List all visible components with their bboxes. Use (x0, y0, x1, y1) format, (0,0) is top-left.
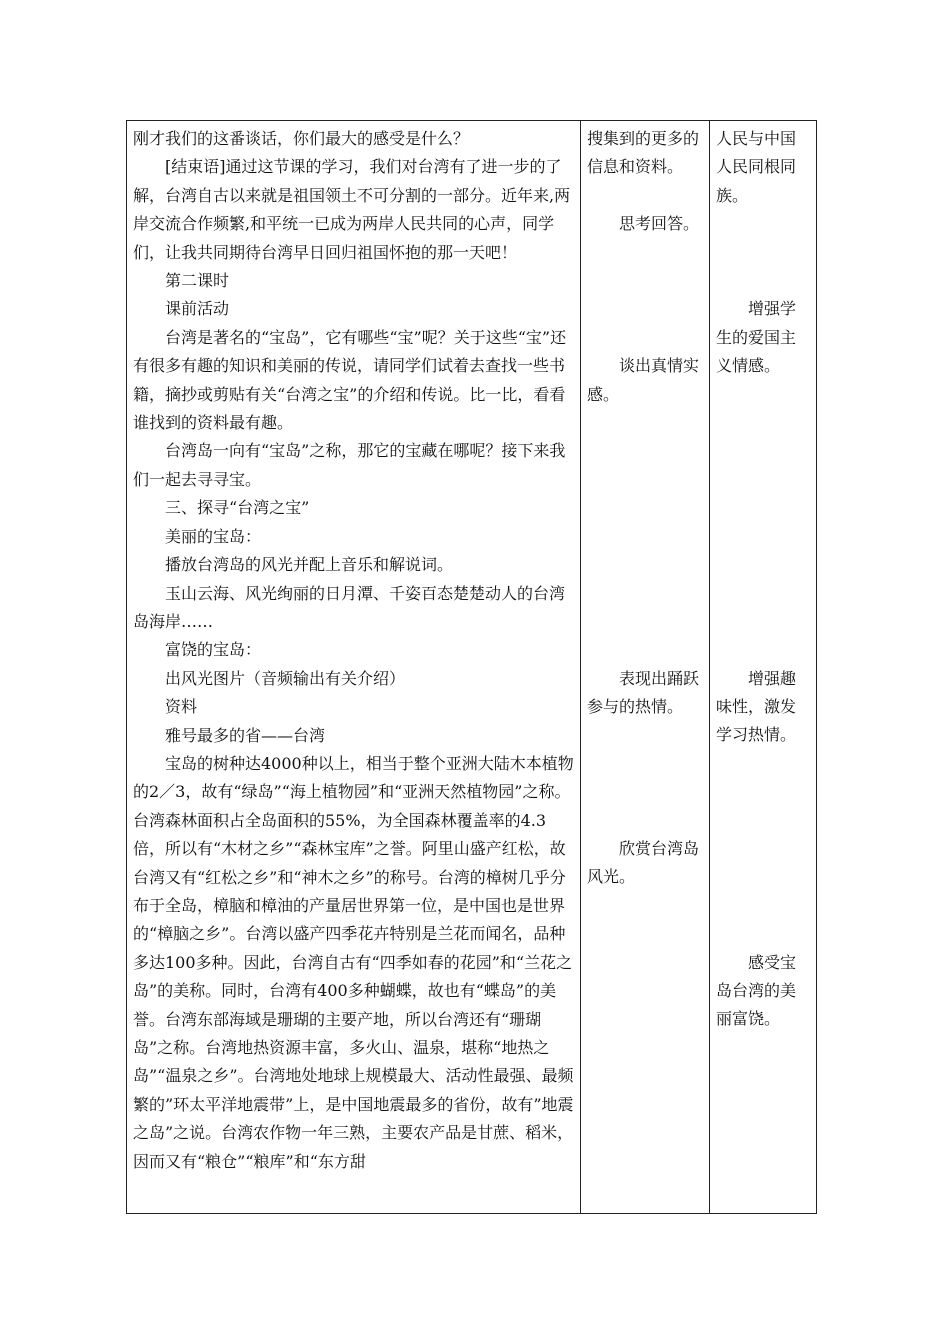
paragraph: 课前活动 (165, 299, 230, 319)
paragraph: 宝岛的树种达4000种以上，相当于整个亚洲大陆木本植物的2／3，故有“绿岛”“海上植物园”和“亚洲天然植物园”之称。台湾森林面积占全岛面积的55%，为全国森林覆盖率的4.3倍，所以有“木材之乡”“森林宝库”之誉。阿里山盛产红松，故台湾又有“红松之乡”和“神木之乡”的称号。台湾的樟树几乎分布于全岛，樟脑和樟油的产量居世界第一位，是中国也是世界的“樟脑之乡”。台湾以盛产四季花卉特别是兰花而闻名，品种多达100多种。因此，台湾自古有“四季如春的花园”和“兰花之岛”的美称。同时，台湾有400多种蝴蝶，故也有“蝶岛”的美誉。台湾东部海域是珊瑚的主要产地，所以台湾还有“珊瑚岛”之称。台湾地热资源丰富，多火山、温泉，堪称“地热之岛”“温泉之乡”。台湾地处地球上规模最大、活动性最强、最频繁的”环太平洋地震带”上，是中国地震最多的省份，故有”地震之岛”之说。台湾农作物一年三熟，主要农产品是甘蔗、稻米，因而又有“粮仓”“粮库”和“东方甜 (133, 753, 574, 1171)
paragraph: 台湾岛一向有“宝岛”之称，那它的宝藏在哪呢？接下来我们一起去寻寻宝。 (133, 441, 566, 489)
paragraph: 资料 (165, 697, 198, 717)
design-intent-text: 感受宝岛台湾的美丽富饶。 (716, 952, 797, 1029)
paragraph: 美丽的宝岛： (165, 526, 262, 546)
design-intent-text: 增强趣味性，激发学习热情。 (716, 668, 797, 745)
student-activity-cell (581, 121, 710, 1214)
teaching-process-cell (127, 121, 581, 1214)
design-intent-cell (710, 121, 817, 1214)
design-intent-text: 增强学生的爱国主义情感。 (716, 299, 797, 376)
paragraph: 第二课时 (165, 271, 230, 291)
student-activity-text: 欣赏台湾岛风光。 (587, 839, 700, 887)
paragraph: 播放台湾岛的风光并配上音乐和解说词。 (165, 555, 454, 575)
paragraph: 刚才我们的这番谈话，你们最大的感受是什么？ (133, 129, 470, 148)
paragraph: 三、探寻“台湾之宝” (165, 498, 310, 518)
paragraph: 雅号最多的省——台湾 (165, 725, 326, 745)
paragraph: 玉山云海、风光绚丽的日月潭、千姿百态楚楚动人的台湾岛海岸…… (133, 583, 566, 631)
lesson-plan-table (126, 120, 817, 1214)
student-activity-text: 思考回答。 (619, 214, 700, 234)
student-activity-text: 表现出踊跃参与的热情。 (587, 668, 700, 717)
student-activity-text: 搜集到的更多的信息和资料。 (587, 129, 700, 177)
student-activity-text: 谈出真情实感。 (587, 356, 700, 404)
paragraph: 台湾是著名的“宝岛”，它有哪些“宝”呢？关于这些“宝”还有很多有趣的知识和美丽的传说，请同学们试着去查找一些书籍，摘抄或剪贴有关“台湾之宝”的介绍和传说。比一比，看看谁找到的资料最有趣。 (133, 327, 567, 433)
table-row (127, 121, 817, 1214)
paragraph: 出风光图片（音频输出有关介绍） (165, 668, 406, 688)
paragraph: 富饶的宝岛： (165, 640, 262, 660)
paragraph: [结束语]通过这节课的学习，我们对台湾有了进一步的了解，台湾自古以来就是祖国领土不可分割的一部分。近年来,两岸交流合作频繁,和平统一已成为两岸人民共同的心声，同学们，让我共同期待台湾早日回归祖国怀抱的那一天吧！ (133, 157, 571, 262)
design-intent-text: 人民与中国人民同根同族。 (716, 129, 797, 205)
